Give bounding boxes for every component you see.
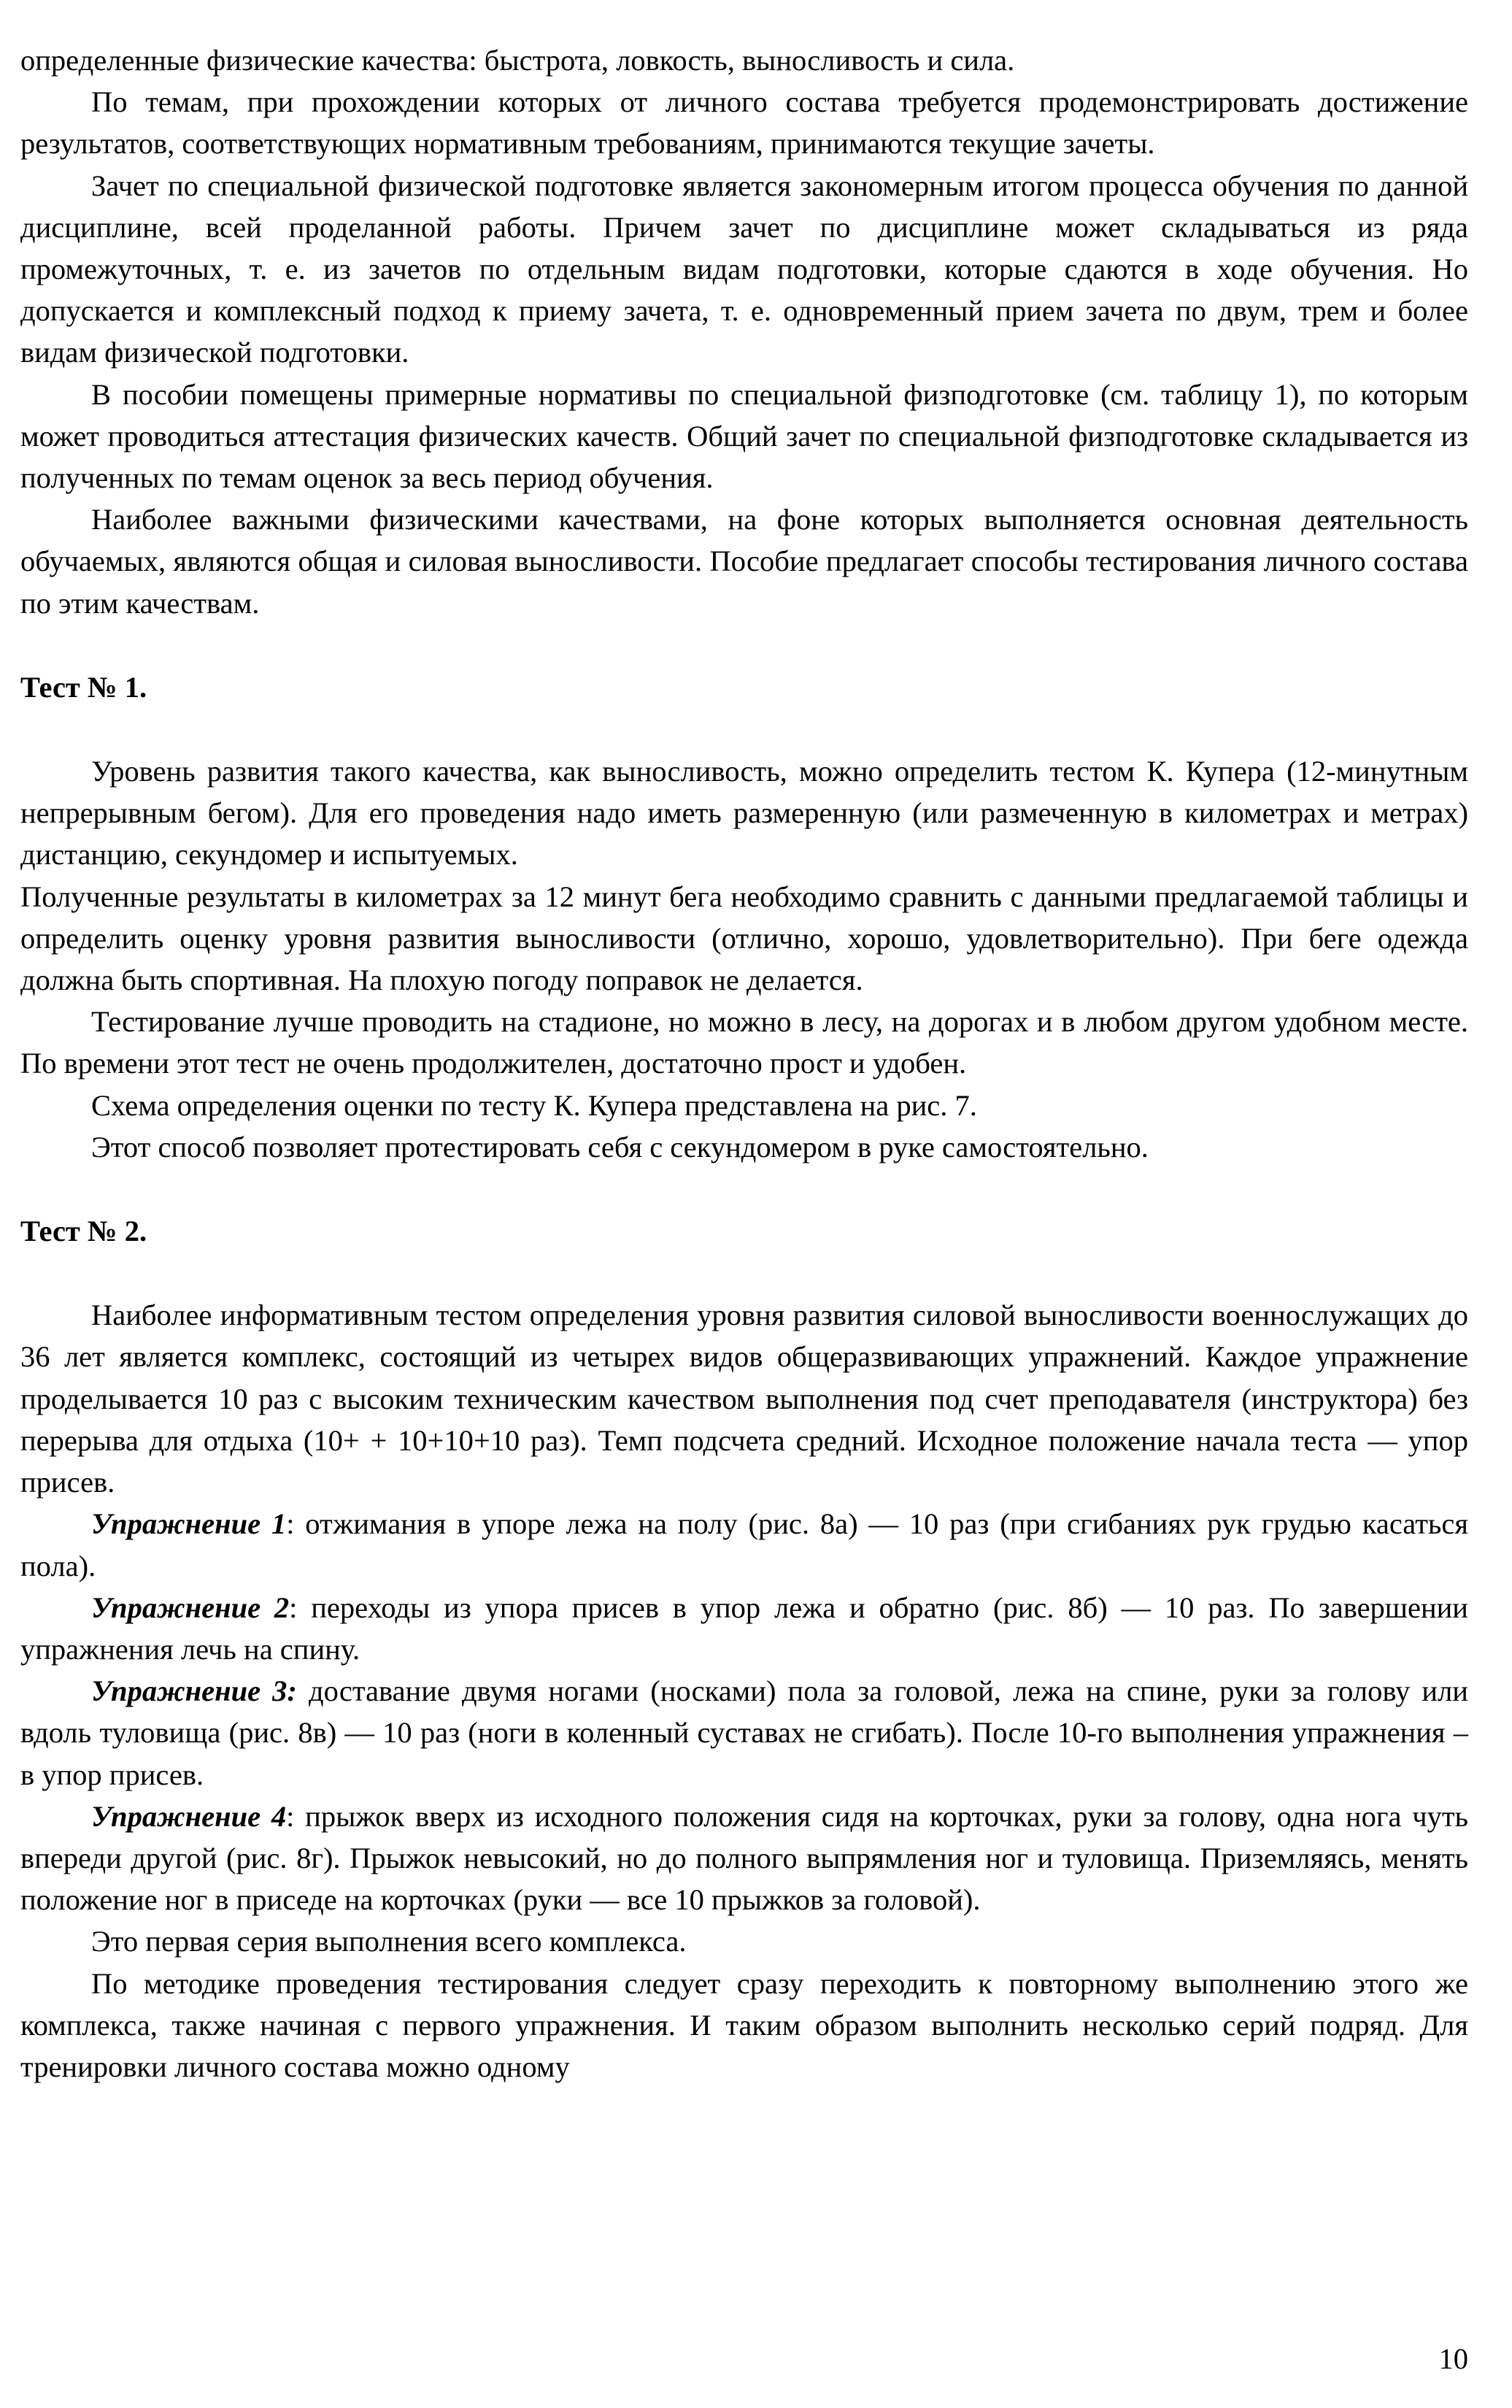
test1-heading: Тест № 1. [20,670,147,704]
intro-paragraph-1: определенные физические качества: быстрота, ловкость, выносливость и сила. [20,44,1015,77]
intro-paragraph-5: Наиболее важными физическими качествами, на фоне которых выполняется основная деятельность обучаемых, являются общая и силовая выносливости. Пособие предлагает способы тестирования личного состава по этим качествам. [20,503,1468,620]
test2-paragraph-1: Наиболее информативным тестом определения уровня развития силовой выносливости военнослужащих до 36 лет является комплекс, состоящий из четырех видов общеразвивающих упражнений. Каждое упражнение проделывается 10 раз с высоким техническим качеством выполнения под счет преподавателя (инструктора) без перерыва для отдыха (10+ + 10+10+10 раз). Темп подсчета средний. Исходное положение начала теста — упор присев. [20,1299,1468,1499]
exercise-4-text: : прыжок вверх из исходного положения сидя на корточках, руки за голову, одна нога чуть впереди другой (рис. 8г). Прыжок невысокий, но до полного выпрямления ног и туловища. Приземляясь, менять положение ног в приседе на корточках (руки — все 10 прыжков за головой). [20,1799,1469,1917]
test2-last-paragraph: По методике проведения тестирования следует сразу переходить к повторному выполнению этого же комплекса, также начиная с первого упражнения. И таким образом выполнить несколько серий подряд. Для тренировки личного состава можно одному [20,1966,1468,2083]
test1-paragraph-1: Уровень развития такого качества, как выносливость, можно определить тестом К. Купера (12-минутным непрерывным бегом). Для его проведения надо иметь размеренную (или размеченную в километрах и метрах) дистанцию, секундомер и испытуемых. [20,755,1468,872]
test2-heading: Тест № 2. [20,1215,147,1248]
test1-paragraph-4: Схема определения оценки по тесту К. Купера представлена на рис. 7. [91,1088,977,1122]
exercise-1 [20,1503,1468,1586]
page-number: 10 [1438,2342,1468,2375]
test1-paragraph-3: Тестирование лучше проводить на стадионе, но можно в лесу, на дорогах и в любом другом удобном месте. По времени этот тест не очень продолжителен, достаточно прост и удобен. [20,1005,1468,1080]
exercise-2-label: Упражнение 2 [91,1590,290,1624]
exercise-1-label: Упражнение 1 [91,1507,287,1541]
intro-paragraph-2: По темам, при прохождении которых от личного состава требуется продемонстрировать достижение результатов, соответствующих нормативным требованиям, принимаются текущие зачеты. [20,85,1468,161]
exercise-3-text: доставание двумя ногами (носками) пола за головой, лежа на спине, руки за голову или вдоль туловища (рис. 8в) — 10 раз (ноги в коленный суставах не сгибать). После 10-го выполнения упражнения – в упор присев. [20,1674,1468,1791]
exercise-4-label: Упражнение 4 [91,1799,287,1833]
intro-paragraph-3: Зачет по специальной физической подготовке является закономерным итогом процесса обучения по данной дисциплине, всей проделанной работы. Причем зачет по дисциплине может складываться из ряда промежуточных, т. е. из зачетов по отдельным видам подготовки, которые сдаются в ходе обучения. Но допускается и комплексный подход к приему зачета, т. е. одновременный прием зачета по двум, трем и более видам физической подготовки. [20,169,1468,369]
exercise-3-label: Упражнение 3: [91,1674,297,1708]
test1-paragraph-2: Полученные результаты в километрах за 12 минут бега необходимо сравнить с данными предлагаемой таблицы и определить оценку уровня развития выносливости (отлично, хорошо, удовлетворительно). При беге одежда должна быть спортивная. На плохую погоду поправок не делается. [20,880,1468,997]
exercise-4 [20,1796,1468,1921]
exercise-2-text: : переходы из упора присев в упор лежа и обратно (рис. 8б) — 10 раз. По завершении упражнения лечь на спину. [20,1590,1468,1666]
exercise-3 [20,1670,1468,1796]
test1-paragraph-5: Этот способ позволяет протестировать себя с секундомером в руке самостоятельно. [91,1130,1149,1163]
test2-series-paragraph: Это первая серия выполнения всего комплекса. [91,1925,687,1958]
exercise-1-text: : отжимания в упоре лежа на полу (рис. 8а) — 10 раз (при сгибаниях рук грудью касаться пола). [20,1507,1468,1582]
exercise-2 [20,1587,1468,1670]
intro-paragraph-4: В пособии помещены примерные нормативы по специальной физподготовке (см. таблицу 1), по которым может проводиться аттестация физических качеств. Общий зачет по специальной физподготовке складывается из полученных по темам оценок за весь период обучения. [20,377,1468,495]
